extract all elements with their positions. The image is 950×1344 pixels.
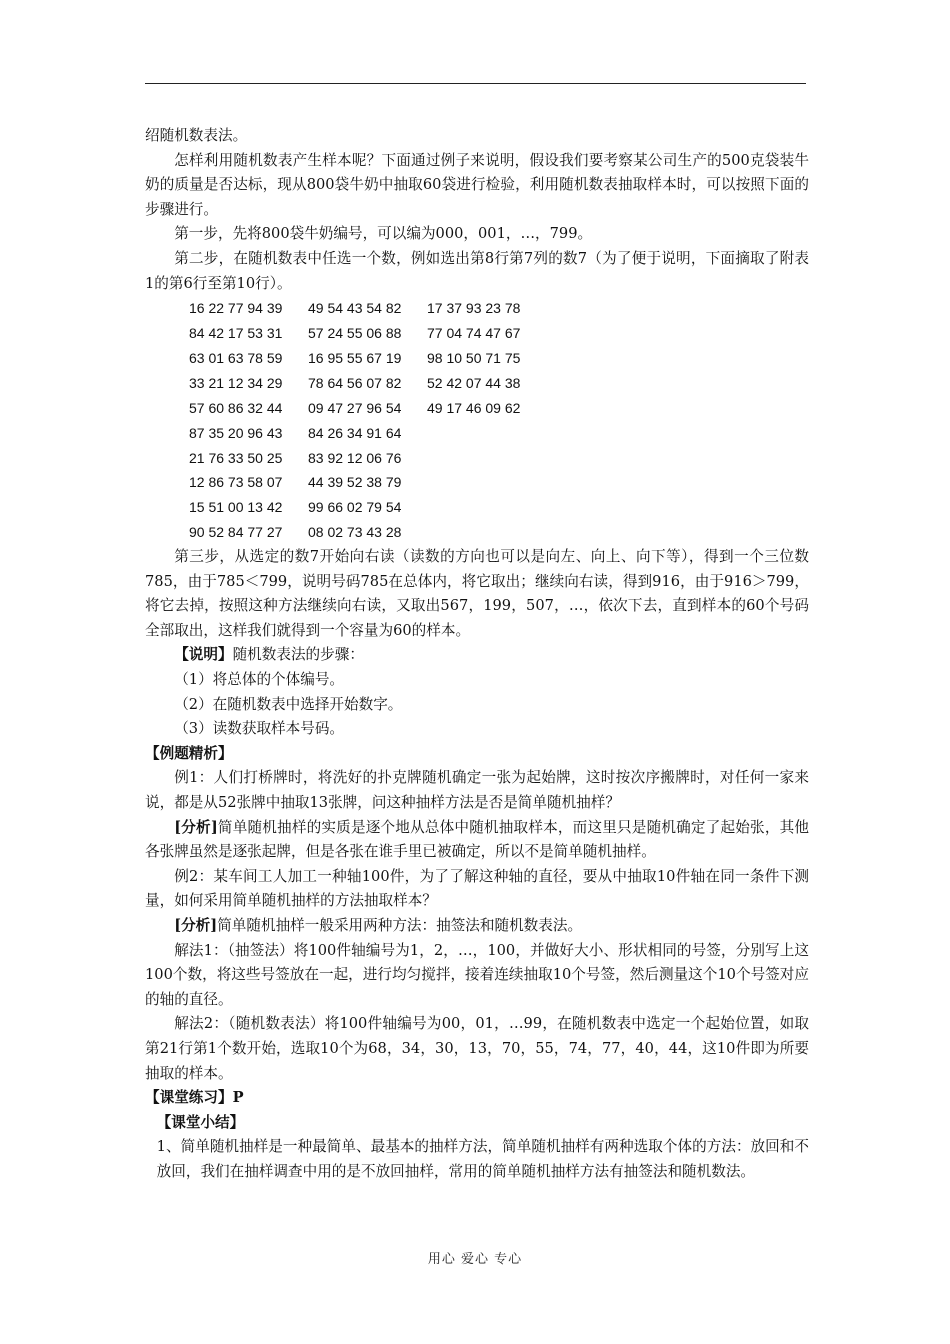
table-row	[189, 470, 809, 495]
table-cell: 15 51 00 13 42	[189, 499, 283, 516]
example-1: 例1：人们打桥牌时，将洗好的扑克牌随机确定一张为起始牌，这时按次序搬牌时，对任何一家来说，都是从52张牌中抽取13张牌，问这种抽样方法是否是简单随机抽样？	[145, 769, 809, 811]
paragraph-intro-end: 绍随机数表法。	[145, 127, 248, 144]
analysis-label: [分析]	[174, 916, 218, 934]
table-cell: 49 54 43 54 82	[308, 300, 402, 317]
analysis-text: 简单随机抽样一般采用两种方法：抽签法和随机数表法。	[217, 916, 583, 934]
analysis-label: [分析]	[174, 818, 218, 836]
note-text: 随机数表法的步骤：	[232, 646, 364, 664]
summary-text: 1、简单随机抽样是一种最简单、最基本的抽样方法，简单随机抽样有两种选取个体的方法：放回和不放回，我们在抽样调查中用的是不放回抽样，常用的简单随机抽样方法有抽签法和随机数法。	[156, 1138, 809, 1180]
table-cell: 87 35 20 96 43	[189, 424, 283, 441]
table-cell: 78 64 56 07 82	[308, 374, 402, 391]
table-cell	[427, 470, 546, 495]
table-cell: 33 21 12 34 29	[189, 374, 283, 391]
example-2: 例2：某车间工人加工一种轴100件，为了了解这种轴的直径，要从中抽取10件轴在同一条件下测量，如何采用简单随机抽样的方法抽取样本？	[145, 867, 809, 910]
solution-1: 解法1：（抽签法）将100件轴编号为1，2，…，100，并做好大小、形状相同的号签，分别写上这100个数，将这些号签放在一起，进行均匀搅拌，接着连续抽取10个号签，然后测量这个10个号签对应的轴的直径。	[145, 941, 809, 1008]
table-cell: 77 04 74 47 67	[427, 325, 521, 342]
table-cell	[427, 421, 546, 446]
table-cell: 99 66 02 79 54	[308, 499, 402, 516]
note-step: （2）在随机数表中选择开始数字。	[174, 695, 403, 713]
table-cell	[427, 446, 546, 471]
summary-heading: 【课堂小结】	[156, 1113, 245, 1131]
table-cell: 17 37 93 23 78	[427, 300, 521, 317]
table-cell: 49 17 46 09 62	[427, 399, 521, 416]
table-cell: 57 24 55 06 88	[308, 325, 402, 342]
note-step: （1）将总体的个体编号。	[174, 671, 345, 689]
practice-heading: 【课堂练习】P	[145, 1089, 244, 1107]
header-rule	[145, 83, 806, 84]
table-cell: 16 22 77 94 39	[189, 300, 283, 317]
examples-heading: 【例题精析】	[145, 744, 233, 762]
table-cell: 63 01 63 78 59	[189, 349, 283, 366]
table-cell: 08 02 73 43 28	[308, 524, 402, 541]
note-step: （3）读数获取样本号码。	[174, 720, 345, 738]
solution-2: 解法2：（随机数表法）将100件轴编号为00，01，…99，在随机数表中选定一个起始位置，如取第21行第1个数开始，选取10个为68，34，30，13，70，55，74，77，40，44，这10件即为所要抽取的样本。	[145, 1015, 809, 1082]
table-cell: 90 52 84 77 27	[189, 524, 283, 541]
random-number-table	[145, 296, 809, 545]
table-row	[189, 446, 809, 471]
table-cell: 84 42 17 53 31	[189, 325, 283, 342]
paragraph-step-3: 第三步，从选定的数7开始向右读（读数的方向也可以是向左、向上、向下等），得到一个三位数785，由于785＜799，说明号码785在总体内，将它取出；继续向右读，得到916，由于916＞799，将它去掉，按照这种方法继续向右读，又取出567，199，507，…，依次下去，直到样本的60个号码全部取出，这样我们就得到一个容量为60的样本。	[145, 548, 809, 639]
table-cell: 57 60 86 32 44	[189, 399, 283, 416]
table-cell: 52 42 07 44 38	[427, 374, 521, 391]
table-row	[189, 520, 809, 545]
table-cell: 09 47 27 96 54	[308, 399, 402, 416]
table-cell	[427, 495, 546, 520]
table-row	[189, 421, 809, 446]
analysis-text: 简单随机抽样的实质是逐个地从总体中随机抽取样本，而这里只是随机确定了起始张，其他各张牌虽然是逐张起牌，但是各张在谁手里已被确定，所以不是简单随机抽样。	[145, 818, 809, 861]
table-row	[189, 321, 809, 346]
table-row	[189, 346, 809, 371]
table-cell: 12 86 73 58 07	[189, 474, 283, 491]
table-cell: 84 26 34 91 64	[308, 424, 402, 441]
page-footer: 用心 爱心 专心	[427, 1252, 523, 1267]
paragraph-step-1: 第一步，先将800袋牛奶编号，可以编为000，001，…，799。	[174, 225, 593, 243]
note-paragraph	[145, 643, 809, 668]
table-row	[189, 495, 809, 520]
analysis-2	[145, 914, 809, 939]
table-cell: 44 39 52 38 79	[308, 474, 402, 491]
table-row	[189, 296, 809, 321]
paragraph-how-to: 怎样利用随机数表产生样本呢？下面通过例子来说明，假设我们要考察某公司生产的500克袋装牛奶的质量是否达标，现从800袋牛奶中抽取60袋进行检验，利用随机数表抽取样本时，可以按照下面的步骤进行。	[145, 151, 809, 218]
table-cell: 83 92 12 06 76	[308, 449, 402, 466]
table-cell: 21 76 33 50 25	[189, 449, 283, 466]
table-cell: 16 95 55 67 19	[308, 349, 402, 366]
analysis-1	[145, 816, 809, 865]
table-row	[189, 396, 809, 421]
note-label: 【说明】	[174, 646, 233, 664]
table-cell	[427, 520, 546, 545]
document-body	[145, 124, 809, 1185]
paragraph-step-2: 第二步，在随机数表中任选一个数，例如选出第8行第7列的数7（为了便于说明，下面摘取了附表1的第6行至第10行）。	[145, 249, 809, 292]
table-row	[189, 371, 809, 396]
table-cell: 98 10 50 71 75	[427, 349, 521, 366]
